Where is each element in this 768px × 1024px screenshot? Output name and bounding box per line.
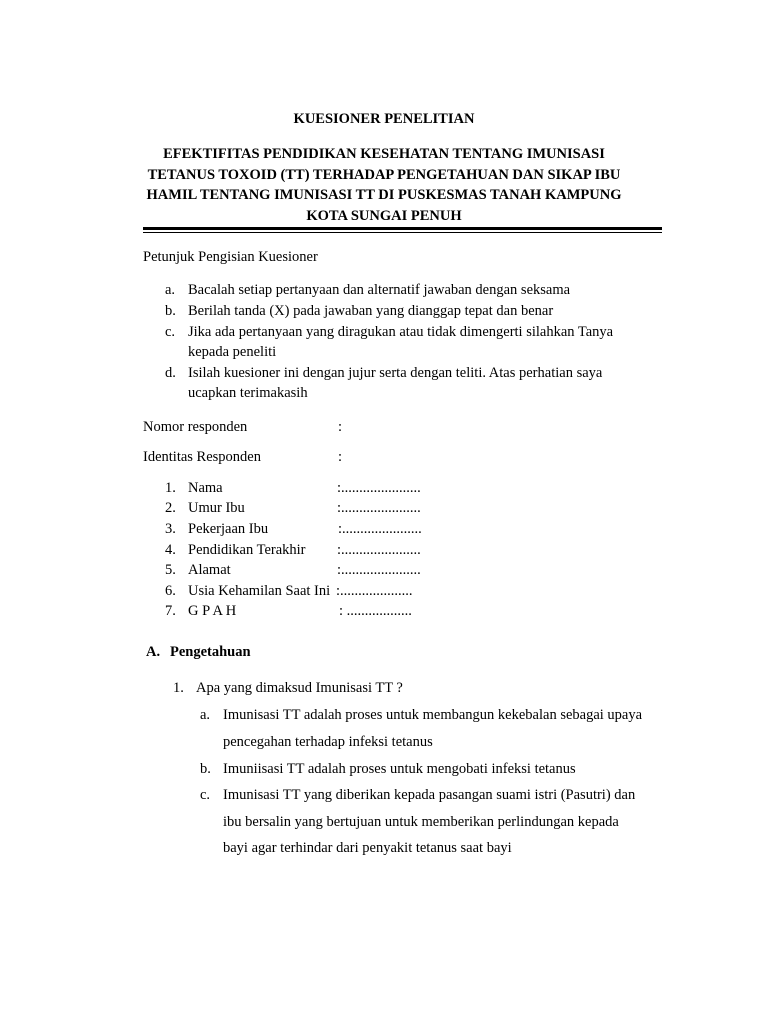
instruction-marker: a. bbox=[165, 282, 176, 298]
subtitle-line: EFEKTIFITAS PENDIDIKAN KESEHATAN TENTANG IMUNISASI bbox=[163, 146, 605, 162]
respondent-identity-label: Identitas Responden bbox=[143, 449, 261, 465]
instruction-marker: d. bbox=[165, 365, 176, 381]
instruction-text: Berilah tanda (X) pada jawaban yang dianggap tepat dan benar bbox=[188, 303, 554, 319]
option-text: bayi agar terhindar dari penyakit tetanus saat bayi bbox=[223, 840, 512, 856]
option-marker: a. bbox=[200, 707, 211, 723]
field-number: 3. bbox=[165, 521, 176, 537]
option-text: Imuniisasi TT adalah proses untuk mengobati infeksi tetanus bbox=[223, 761, 576, 777]
document-title: KUESIONER PENELITIAN bbox=[293, 111, 475, 127]
instruction-text: Isilah kuesioner ini dengan jujur serta dengan teliti. Atas perhatian saya bbox=[188, 365, 603, 381]
subtitle-line: KOTA SUNGAI PENUH bbox=[306, 208, 462, 224]
option-text: Imunisasi TT yang diberikan kepada pasangan suami istri (Pasutri) dan bbox=[223, 787, 636, 803]
field-blank-pekerjaan: :...................... bbox=[338, 521, 422, 537]
subtitle-line: HAMIL TENTANG IMUNISASI TT DI PUSKESMAS TANAH KAMPUNG bbox=[146, 187, 622, 203]
field-blank-umur: :...................... bbox=[337, 500, 421, 516]
field-number: 4. bbox=[165, 542, 176, 558]
option-text: Imunisasi TT adalah proses untuk membangun kekebalan sebagai upaya bbox=[223, 707, 643, 723]
field-blank-usia-kehamilan: :.................... bbox=[336, 583, 413, 599]
section-heading: Pengetahuan bbox=[170, 644, 251, 660]
option-text: ibu bersalin yang bertujuan untuk memberikan perlindungan kepada bbox=[223, 814, 619, 830]
option-marker: c. bbox=[200, 787, 211, 803]
header-rule-thick bbox=[143, 227, 662, 230]
section-marker: A. bbox=[146, 644, 161, 660]
respondent-number-colon: : bbox=[338, 419, 343, 435]
field-label-nama: Nama bbox=[188, 480, 223, 496]
field-number: 6. bbox=[165, 583, 176, 599]
field-blank-alamat: :...................... bbox=[337, 562, 421, 578]
field-label-gpah: G P A H bbox=[188, 603, 237, 619]
instruction-text: Jika ada pertanyaan yang diragukan atau tidak dimengerti silahkan Tanya bbox=[188, 324, 614, 340]
field-number: 1. bbox=[165, 480, 176, 496]
field-number: 7. bbox=[165, 603, 176, 619]
subtitle-line: TETANUS TOXOID (TT) TERHADAP PENGETAHUAN DAN SIKAP IBU bbox=[147, 167, 621, 183]
option-text: pencegahan terhadap infeksi tetanus bbox=[223, 734, 433, 750]
instruction-text: kepada peneliti bbox=[188, 344, 277, 360]
instruction-text: ucapkan terimakasih bbox=[188, 385, 308, 401]
instruction-marker: b. bbox=[165, 303, 176, 319]
field-blank-pendidikan: :...................... bbox=[337, 542, 421, 558]
header-rule-thin bbox=[143, 232, 662, 233]
instruction-text: Bacalah setiap pertanyaan dan alternatif jawaban dengan seksama bbox=[188, 282, 571, 298]
instruction-marker: c. bbox=[165, 324, 176, 340]
field-label-alamat: Alamat bbox=[188, 562, 231, 578]
instructions-heading: Petunjuk Pengisian Kuesioner bbox=[143, 249, 318, 265]
field-number: 5. bbox=[165, 562, 176, 578]
respondent-identity-colon: : bbox=[338, 449, 343, 465]
field-label-pendidikan: Pendidikan Terakhir bbox=[188, 542, 306, 558]
question-text: Apa yang dimaksud Imunisasi TT ? bbox=[196, 680, 403, 696]
respondent-number-label: Nomor responden bbox=[143, 419, 248, 435]
field-label-usia-kehamilan: Usia Kehamilan Saat Ini bbox=[188, 583, 331, 599]
field-label-umur: Umur Ibu bbox=[188, 500, 245, 516]
question-number: 1. bbox=[173, 680, 184, 696]
field-label-pekerjaan: Pekerjaan Ibu bbox=[188, 521, 269, 537]
field-blank-gpah: : .................. bbox=[339, 603, 412, 619]
field-blank-nama: :...................... bbox=[337, 480, 421, 496]
field-number: 2. bbox=[165, 500, 176, 516]
option-marker: b. bbox=[200, 761, 211, 777]
